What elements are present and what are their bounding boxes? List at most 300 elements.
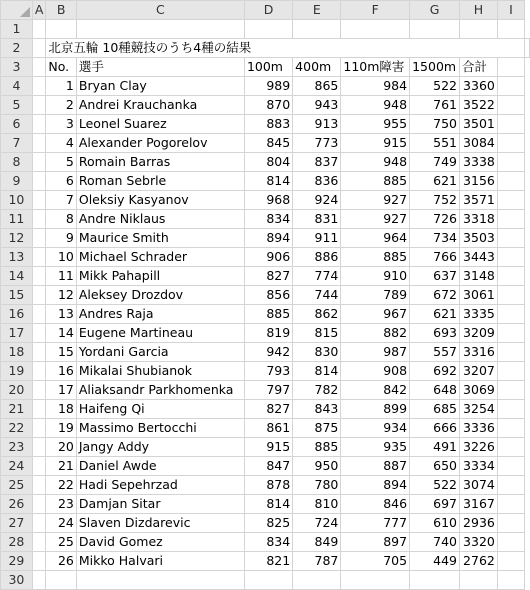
- cell-athlete[interactable]: Romain Barras: [76, 153, 244, 172]
- cell-hurdles[interactable]: 927: [341, 210, 410, 229]
- cell[interactable]: [32, 134, 46, 153]
- cell-m400[interactable]: 774: [293, 267, 341, 286]
- cell-hurdles[interactable]: 899: [341, 400, 410, 419]
- cell[interactable]: [32, 381, 46, 400]
- cell-m1500[interactable]: 522: [410, 77, 460, 96]
- cell-hurdles[interactable]: 777: [341, 514, 410, 533]
- cell[interactable]: [32, 96, 46, 115]
- cell[interactable]: [341, 20, 410, 39]
- cell-hurdles[interactable]: 915: [341, 134, 410, 153]
- row-header[interactable]: 16: [1, 305, 33, 324]
- cell-no[interactable]: 21: [46, 457, 76, 476]
- cell-m100[interactable]: 814: [244, 172, 292, 191]
- cell-total[interactable]: 2762: [459, 552, 497, 571]
- cell-athlete[interactable]: Mikalai Shubianok: [76, 362, 244, 381]
- cell-hurdles[interactable]: 964: [341, 229, 410, 248]
- cell-m1500[interactable]: 749: [410, 153, 460, 172]
- row-header[interactable]: 15: [1, 286, 33, 305]
- cell[interactable]: [32, 552, 46, 571]
- cell-m1500[interactable]: 557: [410, 343, 460, 362]
- cell-m1500[interactable]: 685: [410, 400, 460, 419]
- cell-m1500[interactable]: 766: [410, 248, 460, 267]
- column-header-G[interactable]: G: [410, 1, 460, 20]
- cell-m1500[interactable]: 740: [410, 533, 460, 552]
- cell-no[interactable]: 22: [46, 476, 76, 495]
- cell[interactable]: [497, 267, 524, 286]
- cell-athlete[interactable]: Eugene Martineau: [76, 324, 244, 343]
- cell-m400[interactable]: 865: [293, 77, 341, 96]
- cell-m400[interactable]: 837: [293, 153, 341, 172]
- cell-hurdles[interactable]: 987: [341, 343, 410, 362]
- cell-total[interactable]: 3167: [459, 495, 497, 514]
- header-total[interactable]: 合計: [459, 58, 497, 77]
- header-m400[interactable]: 400m: [293, 58, 341, 77]
- cell-total[interactable]: 3084: [459, 134, 497, 153]
- cell[interactable]: [497, 343, 524, 362]
- cell[interactable]: [32, 305, 46, 324]
- row-header[interactable]: 24: [1, 457, 33, 476]
- row-header[interactable]: 3: [1, 58, 33, 77]
- cell-m400[interactable]: 724: [293, 514, 341, 533]
- cell-m400[interactable]: 815: [293, 324, 341, 343]
- row-header[interactable]: 29: [1, 552, 33, 571]
- cell-total[interactable]: 3503: [459, 229, 497, 248]
- cell-athlete[interactable]: Slaven Dizdarevic: [76, 514, 244, 533]
- cell-total[interactable]: 3148: [459, 267, 497, 286]
- cell[interactable]: [497, 172, 524, 191]
- cell[interactable]: [76, 571, 244, 590]
- cell-no[interactable]: 10: [46, 248, 76, 267]
- cell-m400[interactable]: 875: [293, 419, 341, 438]
- cell[interactable]: [497, 552, 524, 571]
- cell-total[interactable]: 3226: [459, 438, 497, 457]
- cell-m100[interactable]: 827: [244, 400, 292, 419]
- cell[interactable]: [497, 229, 524, 248]
- row-header[interactable]: 28: [1, 533, 33, 552]
- cell-total[interactable]: 3501: [459, 115, 497, 134]
- cell-hurdles[interactable]: 948: [341, 96, 410, 115]
- cell-m1500[interactable]: 672: [410, 286, 460, 305]
- cell[interactable]: [32, 514, 46, 533]
- cell-m1500[interactable]: 761: [410, 96, 460, 115]
- cell-m1500[interactable]: 491: [410, 438, 460, 457]
- cell-hurdles[interactable]: 705: [341, 552, 410, 571]
- cell-m400[interactable]: 773: [293, 134, 341, 153]
- row-header[interactable]: 9: [1, 172, 33, 191]
- cell[interactable]: [293, 20, 341, 39]
- cell-total[interactable]: 3443: [459, 248, 497, 267]
- cell[interactable]: [32, 571, 46, 590]
- cell-m100[interactable]: 819: [244, 324, 292, 343]
- column-header-B[interactable]: B: [46, 1, 76, 20]
- cell[interactable]: [497, 495, 524, 514]
- cell-athlete[interactable]: Jangy Addy: [76, 438, 244, 457]
- header-m1500[interactable]: 1500m: [410, 58, 460, 77]
- cell[interactable]: [497, 514, 524, 533]
- cell-hurdles[interactable]: 984: [341, 77, 410, 96]
- cell[interactable]: [32, 172, 46, 191]
- cell-total[interactable]: 2936: [459, 514, 497, 533]
- cell[interactable]: [497, 400, 524, 419]
- select-all-corner[interactable]: [1, 1, 33, 20]
- cell-no[interactable]: 16: [46, 362, 76, 381]
- cell[interactable]: [32, 153, 46, 172]
- cell-m400[interactable]: 886: [293, 248, 341, 267]
- cell-total[interactable]: 3571: [459, 191, 497, 210]
- cell-total[interactable]: 3318: [459, 210, 497, 229]
- cell-total[interactable]: 3360: [459, 77, 497, 96]
- cell-m400[interactable]: 849: [293, 533, 341, 552]
- cell[interactable]: [497, 20, 524, 39]
- row-header[interactable]: 14: [1, 267, 33, 286]
- cell-m400[interactable]: 780: [293, 476, 341, 495]
- cell-no[interactable]: 18: [46, 400, 76, 419]
- cell-no[interactable]: 6: [46, 172, 76, 191]
- cell[interactable]: [497, 438, 524, 457]
- cell-athlete[interactable]: Aleksey Drozdov: [76, 286, 244, 305]
- cell[interactable]: [497, 362, 524, 381]
- cell-m100[interactable]: 834: [244, 533, 292, 552]
- cell-no[interactable]: 24: [46, 514, 76, 533]
- cell[interactable]: [497, 248, 524, 267]
- cell-m100[interactable]: 989: [244, 77, 292, 96]
- cell-total[interactable]: 3338: [459, 153, 497, 172]
- cell[interactable]: [32, 400, 46, 419]
- cell[interactable]: [341, 571, 410, 590]
- cell[interactable]: [32, 438, 46, 457]
- cell-m1500[interactable]: 697: [410, 495, 460, 514]
- cell-hurdles[interactable]: 842: [341, 381, 410, 400]
- cell[interactable]: [410, 571, 460, 590]
- cell-m1500[interactable]: 752: [410, 191, 460, 210]
- cell[interactable]: [32, 267, 46, 286]
- row-header[interactable]: 4: [1, 77, 33, 96]
- cell-m100[interactable]: 834: [244, 210, 292, 229]
- cell[interactable]: [497, 115, 524, 134]
- cell-no[interactable]: 20: [46, 438, 76, 457]
- cell-m400[interactable]: 831: [293, 210, 341, 229]
- cell[interactable]: [32, 248, 46, 267]
- row-header[interactable]: 1: [1, 20, 33, 39]
- header-athlete[interactable]: 選手: [76, 58, 244, 77]
- cell-no[interactable]: 17: [46, 381, 76, 400]
- cell-m400[interactable]: 911: [293, 229, 341, 248]
- cell-m400[interactable]: 830: [293, 343, 341, 362]
- cell-hurdles[interactable]: 927: [341, 191, 410, 210]
- cell-m1500[interactable]: 551: [410, 134, 460, 153]
- cell[interactable]: [497, 58, 524, 77]
- cell-m400[interactable]: 744: [293, 286, 341, 305]
- column-header-C[interactable]: C: [76, 1, 244, 20]
- cell[interactable]: [497, 77, 524, 96]
- cell-total[interactable]: 3335: [459, 305, 497, 324]
- cell[interactable]: [497, 210, 524, 229]
- cell-m100[interactable]: 861: [244, 419, 292, 438]
- column-header-F[interactable]: F: [341, 1, 410, 20]
- cell-m1500[interactable]: 621: [410, 172, 460, 191]
- row-header[interactable]: 13: [1, 248, 33, 267]
- cell[interactable]: [459, 571, 497, 590]
- cell-m100[interactable]: 804: [244, 153, 292, 172]
- row-header[interactable]: 8: [1, 153, 33, 172]
- cell-hurdles[interactable]: 885: [341, 172, 410, 191]
- cell[interactable]: [32, 343, 46, 362]
- row-header[interactable]: 6: [1, 115, 33, 134]
- cell-athlete[interactable]: Maurice Smith: [76, 229, 244, 248]
- cell-m100[interactable]: 870: [244, 96, 292, 115]
- cell-m100[interactable]: 942: [244, 343, 292, 362]
- cell[interactable]: [32, 210, 46, 229]
- row-header[interactable]: 17: [1, 324, 33, 343]
- cell[interactable]: [497, 134, 524, 153]
- column-header-H[interactable]: H: [459, 1, 497, 20]
- cell[interactable]: [410, 20, 460, 39]
- cell-m100[interactable]: 856: [244, 286, 292, 305]
- cell-no[interactable]: 3: [46, 115, 76, 134]
- cell[interactable]: [32, 286, 46, 305]
- cell[interactable]: [497, 305, 524, 324]
- cell[interactable]: [32, 58, 46, 77]
- row-header[interactable]: 19: [1, 362, 33, 381]
- row-header[interactable]: 20: [1, 381, 33, 400]
- row-header[interactable]: 22: [1, 419, 33, 438]
- cell-m400[interactable]: 885: [293, 438, 341, 457]
- cell-no[interactable]: 26: [46, 552, 76, 571]
- header-hurdles[interactable]: 110m障害: [341, 58, 410, 77]
- cell-m400[interactable]: 814: [293, 362, 341, 381]
- cell-total[interactable]: 3316: [459, 343, 497, 362]
- cell[interactable]: [497, 96, 524, 115]
- cell-m400[interactable]: 836: [293, 172, 341, 191]
- cell-athlete[interactable]: Oleksiy Kasyanov: [76, 191, 244, 210]
- row-header[interactable]: 26: [1, 495, 33, 514]
- cell-m100[interactable]: 793: [244, 362, 292, 381]
- cell-m100[interactable]: 894: [244, 229, 292, 248]
- cell[interactable]: [497, 324, 524, 343]
- cell-athlete[interactable]: Leonel Suarez: [76, 115, 244, 134]
- cell-total[interactable]: 3074: [459, 476, 497, 495]
- cell[interactable]: [32, 533, 46, 552]
- cell[interactable]: [32, 115, 46, 134]
- cell[interactable]: [32, 362, 46, 381]
- cell-athlete[interactable]: Andres Raja: [76, 305, 244, 324]
- column-header-A[interactable]: A: [32, 1, 46, 20]
- cell[interactable]: [497, 533, 524, 552]
- cell-m1500[interactable]: 750: [410, 115, 460, 134]
- cell-total[interactable]: 3334: [459, 457, 497, 476]
- cell[interactable]: [32, 191, 46, 210]
- cell-athlete[interactable]: Roman Sebrle: [76, 172, 244, 191]
- cell-hurdles[interactable]: 894: [341, 476, 410, 495]
- cell[interactable]: [497, 286, 524, 305]
- cell-hurdles[interactable]: 789: [341, 286, 410, 305]
- cell-m1500[interactable]: 693: [410, 324, 460, 343]
- cell-athlete[interactable]: Damjan Sitar: [76, 495, 244, 514]
- row-header[interactable]: 30: [1, 571, 33, 590]
- cell-no[interactable]: 2: [46, 96, 76, 115]
- cell-no[interactable]: 1: [46, 77, 76, 96]
- cell-m400[interactable]: 810: [293, 495, 341, 514]
- cell-total[interactable]: 3207: [459, 362, 497, 381]
- cell-hurdles[interactable]: 887: [341, 457, 410, 476]
- cell-total[interactable]: 3069: [459, 381, 497, 400]
- cell-m400[interactable]: 787: [293, 552, 341, 571]
- cell-athlete[interactable]: Andre Niklaus: [76, 210, 244, 229]
- header-m100[interactable]: 100m: [244, 58, 292, 77]
- cell-total[interactable]: 3209: [459, 324, 497, 343]
- cell-total[interactable]: 3522: [459, 96, 497, 115]
- cell-m100[interactable]: 885: [244, 305, 292, 324]
- cell-m400[interactable]: 943: [293, 96, 341, 115]
- cell-athlete[interactable]: Alexander Pogorelov: [76, 134, 244, 153]
- cell-no[interactable]: 4: [46, 134, 76, 153]
- cell-m100[interactable]: 878: [244, 476, 292, 495]
- cell-m100[interactable]: 883: [244, 115, 292, 134]
- cell-m100[interactable]: 915: [244, 438, 292, 457]
- cell-m1500[interactable]: 726: [410, 210, 460, 229]
- cell-no[interactable]: 5: [46, 153, 76, 172]
- cell[interactable]: [46, 20, 76, 39]
- cell[interactable]: [32, 419, 46, 438]
- cell[interactable]: [497, 476, 524, 495]
- cell-hurdles[interactable]: 908: [341, 362, 410, 381]
- cell[interactable]: [497, 153, 524, 172]
- row-header[interactable]: 12: [1, 229, 33, 248]
- cell-no[interactable]: 8: [46, 210, 76, 229]
- cell-m400[interactable]: 950: [293, 457, 341, 476]
- row-header[interactable]: 11: [1, 210, 33, 229]
- cell[interactable]: [244, 571, 292, 590]
- row-header[interactable]: 5: [1, 96, 33, 115]
- cell-m1500[interactable]: 650: [410, 457, 460, 476]
- cell-m400[interactable]: 862: [293, 305, 341, 324]
- column-header-I[interactable]: I: [497, 1, 524, 20]
- cell-no[interactable]: 13: [46, 305, 76, 324]
- cell-hurdles[interactable]: 910: [341, 267, 410, 286]
- cell-m100[interactable]: 968: [244, 191, 292, 210]
- cell-no[interactable]: 9: [46, 229, 76, 248]
- cell-no[interactable]: 25: [46, 533, 76, 552]
- cell-athlete[interactable]: Mikko Halvari: [76, 552, 244, 571]
- cell-hurdles[interactable]: 967: [341, 305, 410, 324]
- cell-m400[interactable]: 924: [293, 191, 341, 210]
- cell-athlete[interactable]: Michael Schrader: [76, 248, 244, 267]
- cell-total[interactable]: 3336: [459, 419, 497, 438]
- cell-m1500[interactable]: 734: [410, 229, 460, 248]
- cell-m100[interactable]: 847: [244, 457, 292, 476]
- column-header-D[interactable]: D: [244, 1, 292, 20]
- row-header[interactable]: 2: [1, 39, 33, 58]
- cell-no[interactable]: 19: [46, 419, 76, 438]
- cell[interactable]: [244, 20, 292, 39]
- cell[interactable]: [497, 419, 524, 438]
- cell-athlete[interactable]: Yordani Garcia: [76, 343, 244, 362]
- cell-m1500[interactable]: 522: [410, 476, 460, 495]
- cell-hurdles[interactable]: 935: [341, 438, 410, 457]
- cell[interactable]: [32, 476, 46, 495]
- cell-m100[interactable]: 821: [244, 552, 292, 571]
- cell[interactable]: [32, 324, 46, 343]
- cell-athlete[interactable]: Andrei Krauchanka: [76, 96, 244, 115]
- cell-m400[interactable]: 913: [293, 115, 341, 134]
- sheet-title[interactable]: 北京五輪 10種競技のうち4種の結果: [46, 39, 525, 58]
- cell[interactable]: [497, 457, 524, 476]
- cell[interactable]: [525, 39, 530, 58]
- cell[interactable]: [459, 20, 497, 39]
- row-header[interactable]: 27: [1, 514, 33, 533]
- cell[interactable]: [76, 20, 244, 39]
- cell-no[interactable]: 23: [46, 495, 76, 514]
- row-header[interactable]: 23: [1, 438, 33, 457]
- cell-m100[interactable]: 797: [244, 381, 292, 400]
- cell-total[interactable]: 3061: [459, 286, 497, 305]
- row-header[interactable]: 10: [1, 191, 33, 210]
- cell-athlete[interactable]: Daniel Awde: [76, 457, 244, 476]
- cell-m1500[interactable]: 610: [410, 514, 460, 533]
- cell[interactable]: [32, 77, 46, 96]
- cell[interactable]: [32, 229, 46, 248]
- cell-m1500[interactable]: 692: [410, 362, 460, 381]
- cell-athlete[interactable]: Mikk Pahapill: [76, 267, 244, 286]
- cell-m1500[interactable]: 648: [410, 381, 460, 400]
- cell-athlete[interactable]: David Gomez: [76, 533, 244, 552]
- column-header-E[interactable]: E: [293, 1, 341, 20]
- cell[interactable]: [293, 571, 341, 590]
- cell-hurdles[interactable]: 885: [341, 248, 410, 267]
- cell-total[interactable]: 3320: [459, 533, 497, 552]
- cell-athlete[interactable]: Hadi Sepehrzad: [76, 476, 244, 495]
- cell-no[interactable]: 15: [46, 343, 76, 362]
- cell-athlete[interactable]: Haifeng Qi: [76, 400, 244, 419]
- header-no[interactable]: No.: [46, 58, 76, 77]
- cell[interactable]: [32, 457, 46, 476]
- cell-no[interactable]: 7: [46, 191, 76, 210]
- cell[interactable]: [32, 39, 46, 58]
- cell-m1500[interactable]: 666: [410, 419, 460, 438]
- cell-total[interactable]: 3254: [459, 400, 497, 419]
- cell-m1500[interactable]: 621: [410, 305, 460, 324]
- cell-hurdles[interactable]: 846: [341, 495, 410, 514]
- cell-no[interactable]: 14: [46, 324, 76, 343]
- cell-total[interactable]: 3156: [459, 172, 497, 191]
- row-header[interactable]: 25: [1, 476, 33, 495]
- cell[interactable]: [497, 381, 524, 400]
- cell-no[interactable]: 11: [46, 267, 76, 286]
- cell-hurdles[interactable]: 948: [341, 153, 410, 172]
- cell-m1500[interactable]: 637: [410, 267, 460, 286]
- row-header[interactable]: 18: [1, 343, 33, 362]
- cell[interactable]: [32, 20, 46, 39]
- cell-m100[interactable]: 845: [244, 134, 292, 153]
- cell-hurdles[interactable]: 882: [341, 324, 410, 343]
- cell-m100[interactable]: 825: [244, 514, 292, 533]
- cell-athlete[interactable]: Aliaksandr Parkhomenka: [76, 381, 244, 400]
- row-header[interactable]: 21: [1, 400, 33, 419]
- cell[interactable]: [497, 571, 524, 590]
- cell-athlete[interactable]: Massimo Bertocchi: [76, 419, 244, 438]
- cell-no[interactable]: 12: [46, 286, 76, 305]
- cell-athlete[interactable]: Bryan Clay: [76, 77, 244, 96]
- cell-m1500[interactable]: 449: [410, 552, 460, 571]
- cell-hurdles[interactable]: 934: [341, 419, 410, 438]
- row-header[interactable]: 7: [1, 134, 33, 153]
- cell-m400[interactable]: 782: [293, 381, 341, 400]
- cell-m100[interactable]: 906: [244, 248, 292, 267]
- cell-m100[interactable]: 827: [244, 267, 292, 286]
- cell[interactable]: [32, 495, 46, 514]
- cell[interactable]: [46, 571, 76, 590]
- cell-hurdles[interactable]: 897: [341, 533, 410, 552]
